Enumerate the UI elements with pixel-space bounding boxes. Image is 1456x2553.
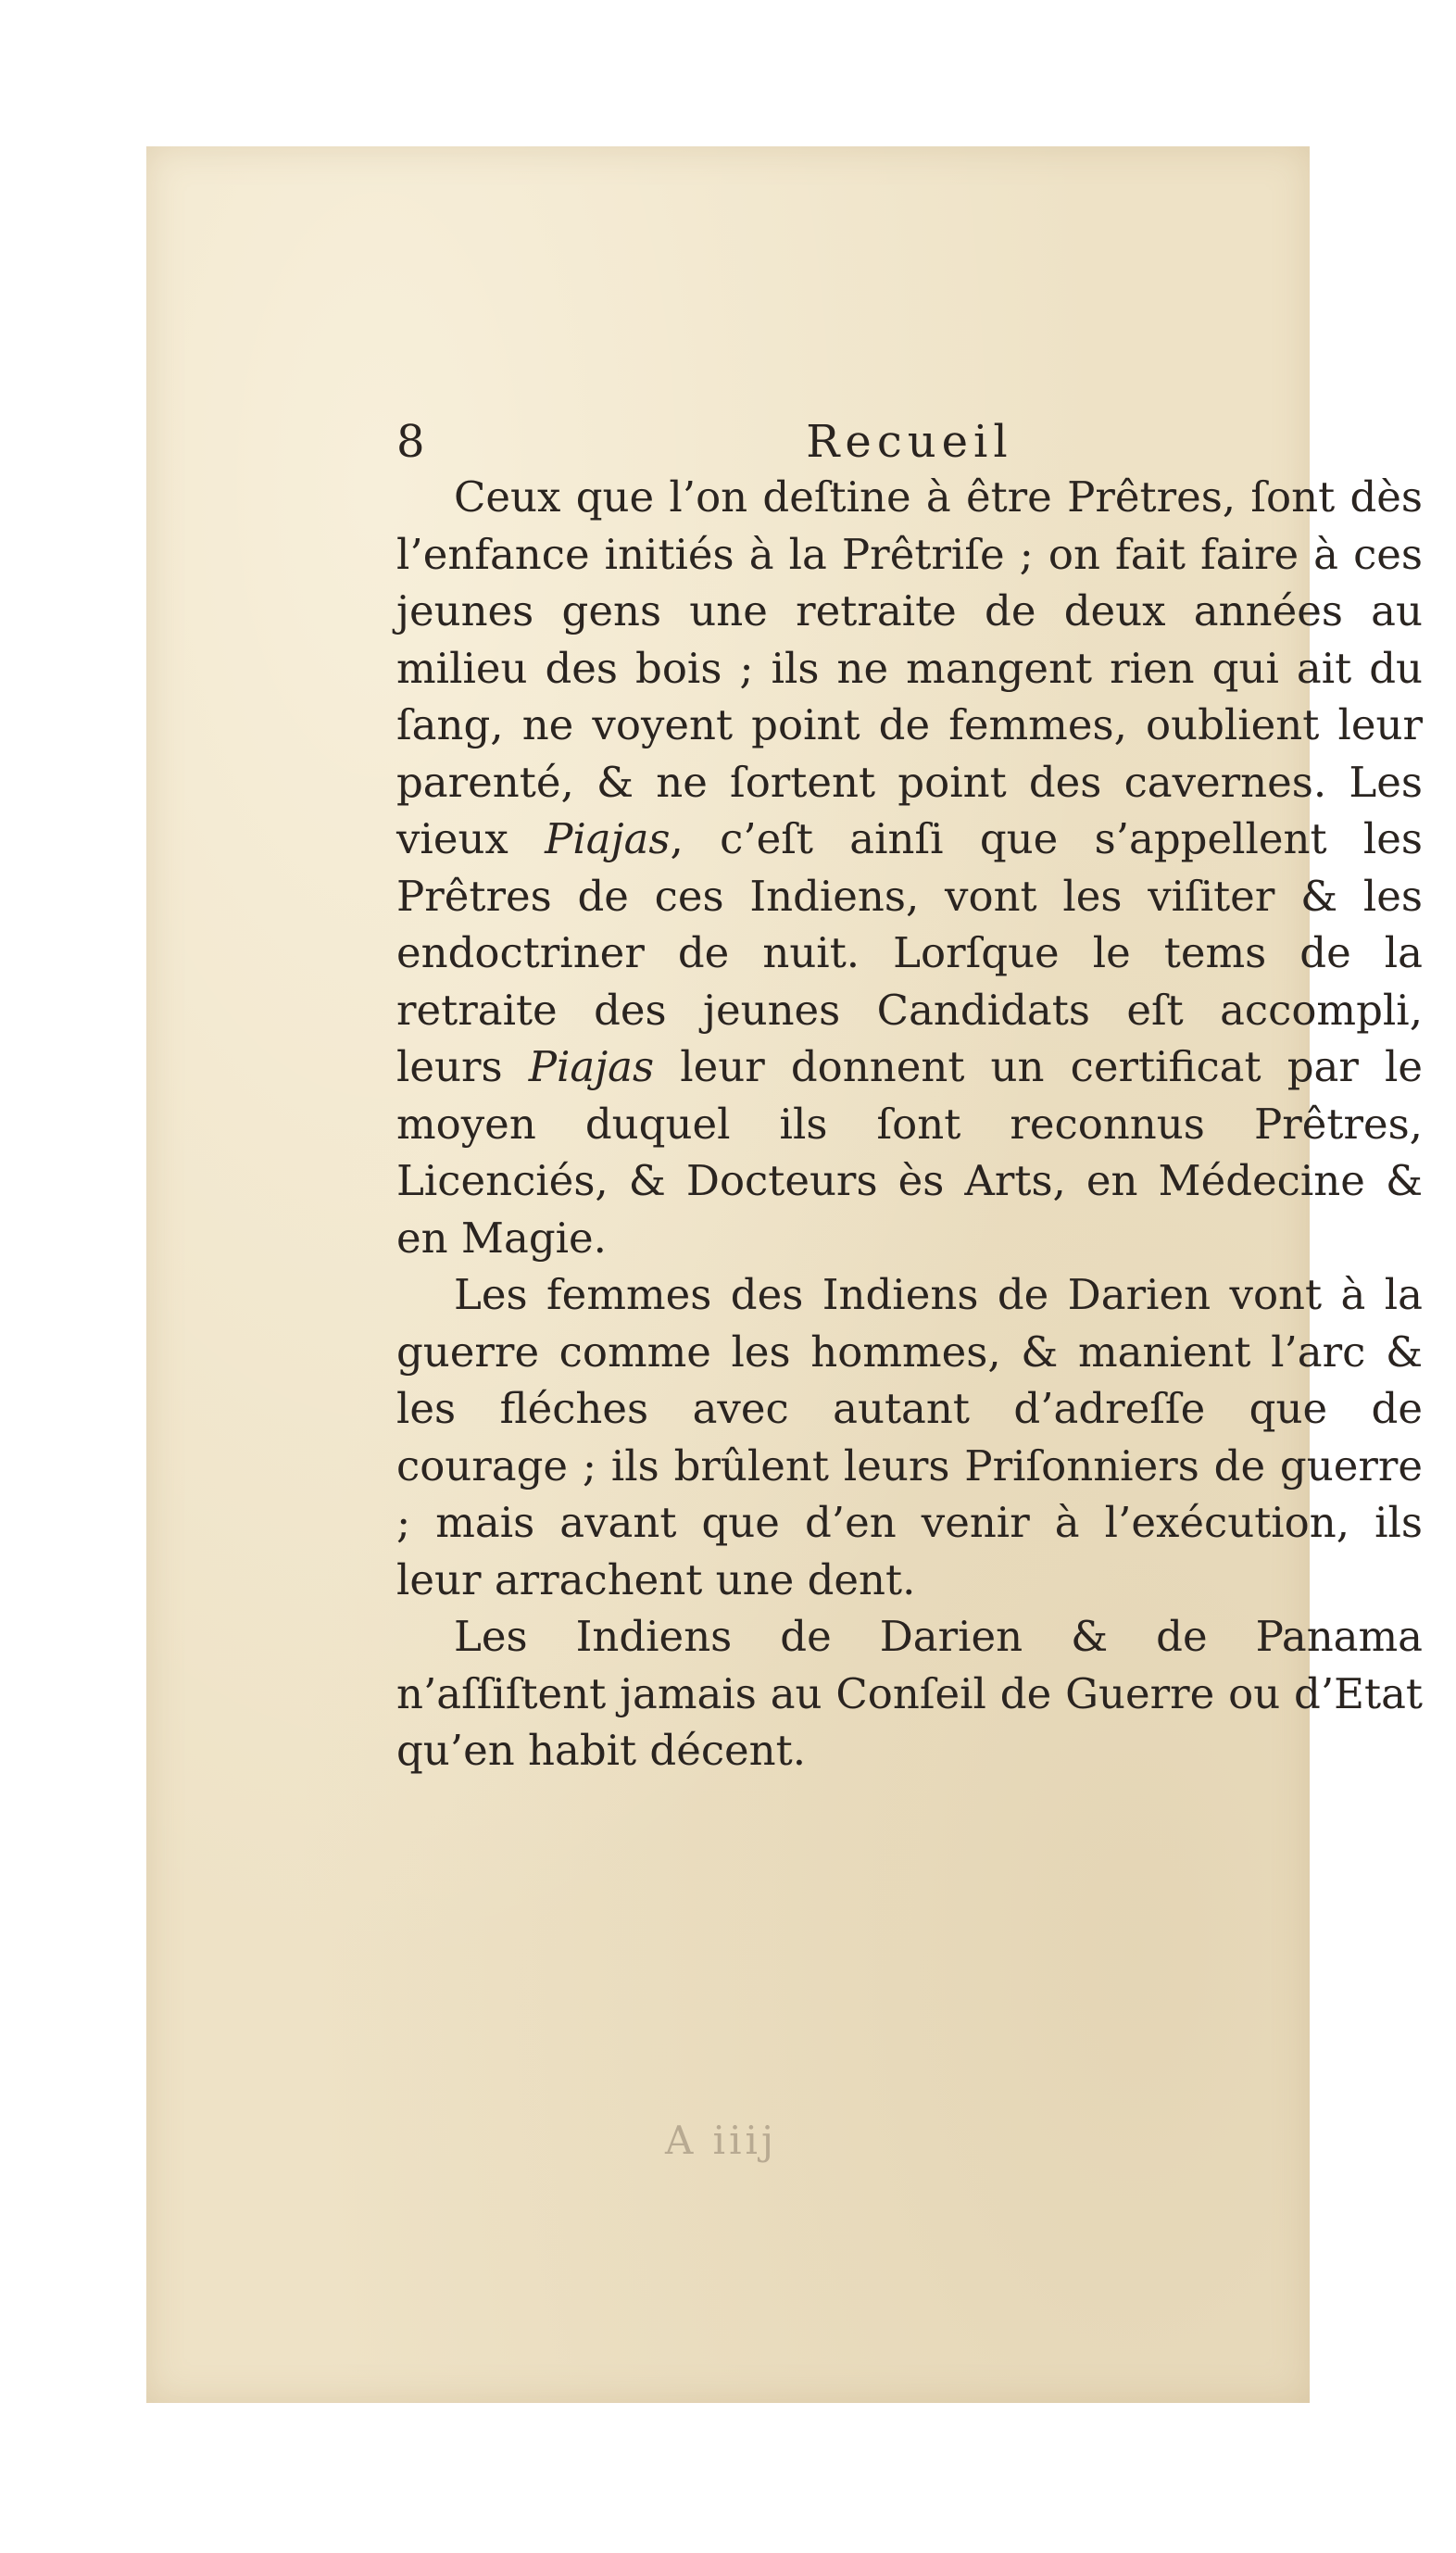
text-block bbox=[396, 415, 1423, 1780]
page-number: 8 bbox=[396, 416, 425, 468]
paragraph-priests bbox=[396, 469, 1423, 1266]
signature-mark: A iiij bbox=[665, 2118, 778, 2163]
running-title: Recueil bbox=[806, 416, 1013, 468]
italic-term: Piajas bbox=[528, 1042, 655, 1091]
text-segment: , c’eſt ainſi que s’appellent les Prêtres de ces Indiens, vont les viſiter & les endoctriner de nuit. Lorſque le tems de la retraite des jeunes Candidats eſt accompli, leurs bbox=[396, 814, 1423, 1091]
paragraph-council bbox=[396, 1608, 1423, 1780]
running-head bbox=[396, 415, 1423, 469]
text-segment: Ceux que l’on deſtine à être Prêtres, ſont dès l’enfance initiés à la Prêtriſe ; on fait faire à ces jeunes gens une retraite de deux années au milieu des bois ; ils ne mangent rien qui ait du ſang, ne voyent point de femmes, oublient leur parenté, & ne ſortent point des cavernes. Les vieux bbox=[396, 472, 1423, 863]
text-segment: Les Indiens de Darien & de Panama n’aſſiſtent jamais au Conſeil de Guerre ou d’Etat qu’en habit décent. bbox=[396, 1612, 1423, 1775]
book-page bbox=[146, 146, 1423, 2403]
text-segment: Les femmes des Indiens de Darien vont à la guerre comme les hommes, & manient l’arc & les fléches avec autant d’adreſſe que de courage ; ils brûlent leurs Priſonniers de guerre ; mais avant que d’en venir à l’exécution, ils leur arrachent une dent. bbox=[396, 1270, 1423, 1604]
paragraph-women bbox=[396, 1266, 1423, 1608]
text-segment: leur donnent un certificat par le moyen duquel ils ſont reconnus Prêtres, Licenciés, & Docteurs ès Arts, en Médecine & en Magie. bbox=[396, 1042, 1423, 1263]
italic-term: Piajas bbox=[545, 814, 671, 863]
